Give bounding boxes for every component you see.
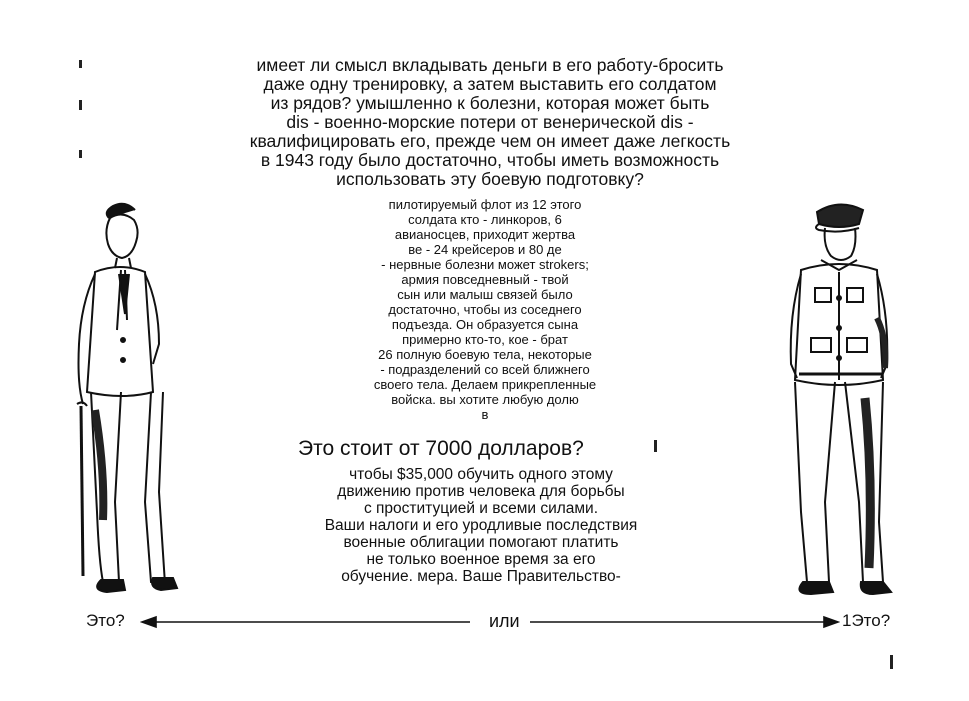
text-line: подъезда. Он образуется сына bbox=[391, 317, 579, 332]
text-line: чтобы $35,000 обучить одного этому bbox=[349, 466, 613, 483]
arrow-right-head bbox=[824, 617, 838, 627]
scan-mark bbox=[654, 440, 657, 452]
scan-mark bbox=[890, 655, 893, 669]
text-line: ве - 24 крейсеров и 80 де bbox=[408, 242, 562, 257]
text-line: с проституцией и всеми силами. bbox=[363, 500, 599, 517]
text-line: в bbox=[481, 407, 489, 422]
text-line: примерно кто-то, кое - брат bbox=[402, 332, 568, 347]
text-line: пилотируемый флот из 12 этого bbox=[388, 197, 582, 212]
text-line: войска. вы хотите любую долю bbox=[391, 392, 579, 407]
text-line: движению против человека для борьбы bbox=[337, 483, 625, 500]
text-line: Ваши налоги и его уродливые последствия bbox=[324, 517, 638, 534]
text-line: солдата кто - линкоров, 6 bbox=[408, 212, 562, 227]
text-line: dis - военно-морские потери от венерической dis - bbox=[286, 112, 694, 132]
text-line: из рядов? умышленно к болезни, которая может быть bbox=[270, 93, 710, 113]
text-line: обучение. мера. Ваше Правительство- bbox=[341, 568, 621, 585]
text-line: - подразделений со всей ближнего bbox=[380, 362, 590, 377]
statistics-paragraph bbox=[330, 197, 640, 422]
left-label: Это? bbox=[86, 611, 125, 630]
sick-man-illustration bbox=[55, 200, 185, 600]
text-line: в 1943 году было достаточно, чтобы иметь возможность bbox=[260, 150, 720, 170]
or-label: или bbox=[489, 611, 520, 631]
text-line: авианосцев, приходит жертва bbox=[394, 227, 576, 242]
cost-heading: Это стоит от 7000 долларов? bbox=[298, 437, 584, 460]
text-line: имеет ли смысл вкладывать деньги в его работу-бросить bbox=[256, 55, 724, 75]
text-line: - нервные болезни может strokers; bbox=[381, 257, 589, 272]
soldier-illustration bbox=[765, 198, 905, 608]
text-line: сын или малыш связей было bbox=[397, 287, 573, 302]
text-line: своего тела. Делаем прикрепленные bbox=[373, 377, 597, 392]
closing-paragraph bbox=[296, 466, 666, 585]
text-line: военные облигации помогают платить bbox=[343, 534, 619, 551]
text-line: квалифицировать его, прежде чем он имеет даже легкость bbox=[249, 131, 731, 151]
arrow-left-head bbox=[142, 617, 156, 627]
text-line: достаточно, чтобы из соседнего bbox=[388, 302, 582, 317]
scan-mark bbox=[79, 100, 82, 110]
text-line: не только военное время за его bbox=[366, 551, 596, 568]
scan-mark bbox=[79, 150, 82, 158]
intro-paragraph bbox=[200, 56, 780, 189]
text-line: использовать эту боевую подготовку? bbox=[336, 169, 644, 189]
text-line: даже одну тренировку, а затем выставить его солдатом bbox=[263, 74, 717, 94]
text-line: армия повседневный - твой bbox=[401, 272, 569, 287]
right-label: 1Это? bbox=[842, 611, 891, 630]
text-line: 26 полную боевую тела, некоторые bbox=[378, 347, 592, 362]
scan-mark bbox=[79, 60, 82, 68]
